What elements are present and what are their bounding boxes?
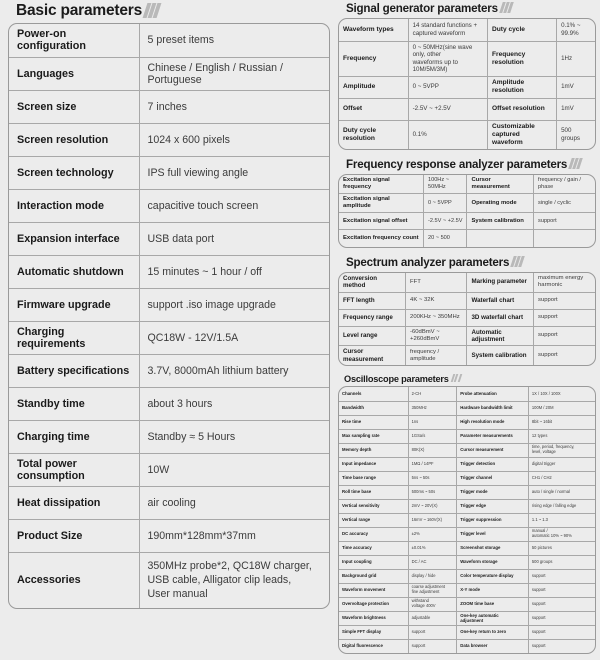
row-key-right: Frequency resolution <box>487 41 556 76</box>
row-key: Firmware upgrade <box>9 288 139 321</box>
table-row <box>9 24 329 57</box>
table-row <box>339 175 595 194</box>
section-title: Frequency response analyzer parameters <box>346 157 568 171</box>
row-value-right: support <box>538 352 558 359</box>
row-key-left: Background grid <box>339 569 408 583</box>
row-value-left: 0 ~ 50MHz(sine wave only, other waveforms up to 10M/5M/3M) <box>408 41 487 76</box>
row-value-left: ±2% <box>408 527 457 541</box>
row-key-left: Max sampling rate <box>339 429 408 443</box>
row-key: Screen technology <box>9 156 139 189</box>
table-row <box>9 123 329 156</box>
row-key-right: Customizable captured waveform <box>487 120 556 149</box>
row-value-left: 0 ~ 5VPP <box>408 76 487 98</box>
row-value-left: 0 ~ 5VPP <box>423 194 467 213</box>
section-title: Basic parameters <box>16 2 143 19</box>
row-value-left: 5ns ~ 50s <box>408 471 457 485</box>
row-value-right: support <box>534 213 595 230</box>
section-title: Oscilloscope parameters <box>344 374 449 385</box>
row-key: Product Size <box>9 519 139 552</box>
table-row <box>9 519 329 552</box>
table-row <box>339 555 595 569</box>
row-value-left: 1GSa/s <box>408 429 457 443</box>
row-key-right: Trigger detection <box>457 457 529 471</box>
row-value: 5 preset items <box>139 24 329 57</box>
row-key-left: Overvoltage protection <box>339 597 408 611</box>
row-value-left: FFT <box>406 273 467 292</box>
row-value-right: maximum energy harmonic <box>534 273 595 292</box>
row-key: Accessories <box>9 552 139 608</box>
table-row <box>9 453 329 486</box>
row-key-right <box>467 230 534 247</box>
row-value-right: time, period, frequency, level, voltage <box>528 443 595 457</box>
section-header <box>338 254 596 272</box>
row-value: support .iso image upgrade <box>139 288 329 321</box>
row-value-left: 2mV ~ 20V(X) <box>408 499 457 513</box>
row-key-left: Duty cycle resolution <box>339 120 408 149</box>
table-row <box>339 597 595 611</box>
basic-parameters-tbody <box>9 24 329 608</box>
row-key-right: 3D waterfall chart <box>467 309 534 326</box>
row-key-left: Excitation signal frequency <box>339 175 423 194</box>
table-row <box>9 90 329 123</box>
row-value-left: 500ms ~ 50s <box>408 485 457 499</box>
row-value-left: frequency / amplitude <box>406 346 467 365</box>
row-key-left: Offset <box>339 98 408 120</box>
row-value-right: support <box>534 309 595 326</box>
row-value: Standby ≈ 5 Hours <box>139 420 329 453</box>
table-row <box>339 541 595 555</box>
table-row <box>9 57 329 90</box>
row-key-left: Waveform types <box>339 19 408 41</box>
section-frequency-response-analyzer <box>338 156 596 248</box>
row-key-right: Waveform storage <box>457 555 529 569</box>
row-value: Chinese / English / Russian / Portuguese <box>139 57 329 90</box>
row-key-right: Data browser <box>457 639 529 653</box>
row-key: Expansion interface <box>9 222 139 255</box>
row-value-left: 1MΩ / 14PF <box>408 457 457 471</box>
row-value-right: 8bit ~ 16bit <box>528 415 595 429</box>
table-row <box>9 486 329 519</box>
row-key-right: Waterfall chart <box>467 292 534 309</box>
row-value: QC18W - 12V/1.5A <box>139 321 329 354</box>
row-key-left: Excitation frequency count <box>339 230 423 247</box>
row-value-right: 0.1% ~ 99.9% <box>557 19 595 41</box>
row-value-right: CH1 / CH2 <box>528 471 595 485</box>
section-header <box>338 156 596 174</box>
row-key-left: Excitation signal amplitude <box>339 194 423 213</box>
table-row <box>9 552 329 608</box>
table-row <box>339 499 595 513</box>
row-value-left: 14 standard functions + captured waveform <box>408 19 487 41</box>
row-key: Heat dissipation <box>9 486 139 519</box>
row-value-right: 500 groups <box>561 127 580 142</box>
row-key-left: Channels <box>339 387 408 401</box>
row-value-left: display / hide <box>408 569 457 583</box>
table-row <box>339 387 595 401</box>
row-key-right: ZOOM time base <box>457 597 529 611</box>
row-value: 350MHz probe*2, QC18W charger, USB cable, Alligator clip leads, User manual <box>147 559 312 601</box>
row-value-left: support <box>408 639 457 653</box>
slash-decoration-icon <box>512 256 523 267</box>
row-key-left: Vertical range <box>339 513 408 527</box>
row-value-left: 200KHz ~ 350MHz <box>406 309 467 326</box>
row-value-right: 1.1 ~ 1.3 <box>528 513 595 527</box>
table-row <box>9 420 329 453</box>
table-row <box>9 156 329 189</box>
table-row <box>339 326 595 346</box>
row-value-left: 16mV ~ 160V(X) <box>408 513 457 527</box>
row-value-left: -2.5V ~ +2.5V <box>423 213 467 230</box>
row-key-left: Excitation signal offset <box>339 213 423 230</box>
row-key-right: Cursor measurement <box>467 175 534 194</box>
row-value-left: DC / AC <box>408 555 457 569</box>
row-value-right: 1mV <box>557 76 595 98</box>
spectrum-analyzer-tbody <box>339 273 595 366</box>
row-key-right: Offset resolution <box>487 98 556 120</box>
table-row <box>339 569 595 583</box>
spectrum-analyzer-table-wrap <box>338 272 596 367</box>
row-key-right: System calibration <box>467 346 534 365</box>
row-value-right: digital trigger <box>528 457 595 471</box>
row-key-right: Operating mode <box>467 194 534 213</box>
row-key-left: Time accuracy <box>339 541 408 555</box>
row-value-left: -60dBmV ~ +260dBmV <box>406 326 467 346</box>
table-row <box>339 443 595 457</box>
row-value: IPS full viewing angle <box>139 156 329 189</box>
row-value-left: support <box>408 625 457 639</box>
row-key-right: Trigger mode <box>457 485 529 499</box>
slash-decoration-icon <box>452 374 461 382</box>
row-key-right: Screenshot storage <box>457 541 529 555</box>
row-key-right: Trigger suppression <box>457 513 529 527</box>
row-value-right: support <box>528 625 595 639</box>
table-row <box>339 457 595 471</box>
row-value-left: 1ns <box>408 415 457 429</box>
table-row <box>339 19 595 41</box>
row-value-right: support <box>528 597 595 611</box>
row-key-left: Waveform brightness <box>339 611 408 625</box>
table-row <box>339 639 595 653</box>
row-value: 7 inches <box>139 90 329 123</box>
signal-generator-table-wrap <box>338 18 596 150</box>
row-key-left: Level range <box>339 326 406 346</box>
table-row <box>339 513 595 527</box>
table-row <box>9 288 329 321</box>
row-value-right: rising edge / falling edge <box>528 499 595 513</box>
table-row <box>9 222 329 255</box>
row-key-right: Color temperature display <box>457 569 529 583</box>
table-row <box>339 415 595 429</box>
table-row <box>339 471 595 485</box>
row-key-right: Parameter measurements <box>457 429 529 443</box>
row-key: Total power consumption <box>9 453 139 486</box>
signal-generator-table <box>339 19 595 149</box>
table-row <box>339 625 595 639</box>
table-row <box>339 527 595 541</box>
row-key: Automatic shutdown <box>9 255 139 288</box>
row-key-left: Digital fluorescence <box>339 639 408 653</box>
row-key: Power-on configuration <box>9 24 139 57</box>
row-value-left: ±0.01% <box>408 541 457 555</box>
table-row <box>339 485 595 499</box>
row-value-right: support <box>528 569 595 583</box>
table-row <box>339 273 595 292</box>
row-value-right: single / cyclic <box>534 194 595 213</box>
table-row <box>339 583 595 597</box>
table-row <box>339 213 595 230</box>
spectrum-analyzer-table <box>339 273 595 366</box>
section-header <box>338 0 596 18</box>
row-value-left: 350MHz <box>408 401 457 415</box>
row-value-right: 1Hz <box>557 41 595 76</box>
row-value: 15 minutes ~ 1 hour / off <box>139 255 329 288</box>
row-key-left: FFT length <box>339 292 406 309</box>
row-key-left: Roll time base <box>339 485 408 499</box>
row-value-left: 100Hz ~ 50MHz <box>423 175 467 194</box>
row-value-left: -2.5V ~ +2.5V <box>408 98 487 120</box>
section-spectrum-analyzer <box>338 254 596 367</box>
oscilloscope-table-wrap <box>338 386 596 654</box>
row-value: USB data port <box>139 222 329 255</box>
row-value-left: 2-CH <box>408 387 457 401</box>
row-value-left: coarse adjustment fine adjustment <box>408 583 457 597</box>
row-key-left: Frequency <box>339 41 408 76</box>
section-header <box>338 372 596 386</box>
row-key: Screen resolution <box>9 123 139 156</box>
row-value-right: 12 types <box>528 429 595 443</box>
slash-decoration-icon <box>570 158 581 169</box>
row-key: Charging requirements <box>9 321 139 354</box>
section-title: Signal generator parameters <box>346 2 498 15</box>
row-value-right: support <box>531 643 546 649</box>
row-key-right: Hardware bandwidth limit <box>457 401 529 415</box>
row-value: 190mm*128mm*37mm <box>139 519 329 552</box>
row-value-right: support <box>528 583 595 597</box>
row-value-right: 500 groups <box>528 555 595 569</box>
row-key: Screen size <box>9 90 139 123</box>
row-value-left: 4K ~ 32K <box>406 292 467 309</box>
row-key: Standby time <box>9 387 139 420</box>
table-row <box>339 98 595 120</box>
row-value: air cooling <box>139 486 329 519</box>
row-key: Charging time <box>9 420 139 453</box>
row-key: Battery specifications <box>9 354 139 387</box>
row-key-left: Bandwidth <box>339 401 408 415</box>
row-key-right: Trigger edge <box>457 499 529 513</box>
left-column <box>8 0 330 615</box>
row-value-right: support <box>534 292 595 309</box>
row-value-right: 50 pictures <box>528 541 595 555</box>
row-key-left: DC accuracy <box>339 527 408 541</box>
row-value-right <box>534 230 595 247</box>
table-row <box>339 346 595 365</box>
row-key-left: Waveform movement <box>339 583 408 597</box>
section-title: Spectrum analyzer parameters <box>346 255 510 269</box>
table-row <box>339 76 595 98</box>
table-row <box>339 194 595 213</box>
row-key-right: System calibration <box>467 213 534 230</box>
row-value-right: 100M / 20M <box>528 401 595 415</box>
frequency-response-table-wrap <box>338 174 596 248</box>
basic-parameters-table-wrap <box>8 23 330 609</box>
table-row <box>339 611 595 625</box>
slash-decoration-icon <box>145 3 159 18</box>
section-basic-parameters <box>8 0 330 609</box>
row-key-right: Marking parameter <box>467 273 534 292</box>
row-key-right: Automatic adjustment <box>467 326 534 346</box>
row-key-left: Memory depth <box>339 443 408 457</box>
row-value-left: 0.1% <box>408 120 487 149</box>
row-value-left: adjustable <box>408 611 457 625</box>
row-value: 10W <box>139 453 329 486</box>
row-key-left: Rise time <box>339 415 408 429</box>
table-row <box>339 41 595 76</box>
row-key: Languages <box>9 57 139 90</box>
row-value-right: manual / automatic 10% ~ 90% <box>528 527 595 541</box>
row-value-left: withstand voltage 400V <box>408 597 457 611</box>
row-value: 3.7V, 8000mAh lithium battery <box>139 354 329 387</box>
row-key-right: Duty cycle <box>487 19 556 41</box>
row-value-right: support <box>534 326 595 346</box>
section-signal-generator <box>338 0 596 150</box>
table-row <box>339 401 595 415</box>
signal-generator-tbody <box>339 19 595 149</box>
row-key-right: One-key return to zero <box>457 625 529 639</box>
row-value-right: 1X / 10X / 100X <box>528 387 595 401</box>
frequency-response-tbody <box>339 175 595 247</box>
row-value-right: frequency / gain / phase <box>534 175 595 194</box>
row-key-right: Trigger channel <box>457 471 529 485</box>
row-key-right: Amplitude resolution <box>487 76 556 98</box>
row-value: about 3 hours <box>139 387 329 420</box>
row-key-left: Vertical sensitivity <box>339 499 408 513</box>
row-key-right: Trigger level <box>457 527 529 541</box>
right-column <box>338 0 596 660</box>
table-row <box>339 120 595 149</box>
table-row <box>339 230 595 247</box>
row-key-left: Frequency range <box>339 309 406 326</box>
row-value: 1024 x 600 pixels <box>139 123 329 156</box>
table-row <box>9 354 329 387</box>
row-value-right: support <box>528 611 595 625</box>
table-row <box>9 321 329 354</box>
section-header <box>8 0 330 23</box>
row-key-right: High resolution mode <box>457 415 529 429</box>
table-row <box>339 309 595 326</box>
row-key-left: Amplitude <box>339 76 408 98</box>
row-key-left: Time base range <box>339 471 408 485</box>
row-key-left: Conversion method <box>339 273 406 292</box>
table-row <box>9 387 329 420</box>
slash-decoration-icon <box>501 2 512 13</box>
row-key-right: X-Y mode <box>457 583 529 597</box>
oscilloscope-tbody <box>339 387 595 653</box>
row-key-right: Cursor measurement <box>457 443 529 457</box>
row-value-right: auto / single / normal <box>528 485 595 499</box>
row-key-left: Input coupling <box>339 555 408 569</box>
row-key-left: Input impedance <box>339 457 408 471</box>
row-key-left: Cursor measurement <box>339 346 406 365</box>
oscilloscope-table <box>339 387 595 653</box>
row-key-left: Simple FFT display <box>339 625 408 639</box>
section-oscilloscope <box>338 372 596 654</box>
table-row <box>339 292 595 309</box>
row-key-right: Probe attenuation <box>457 387 529 401</box>
table-row <box>9 255 329 288</box>
row-value: capacitive touch screen <box>139 189 329 222</box>
basic-parameters-table <box>9 24 329 608</box>
row-key-right: One-key automatic adjustment <box>457 611 529 625</box>
row-value-right: 1mV <box>557 98 595 120</box>
row-key: Interaction mode <box>9 189 139 222</box>
table-row <box>9 189 329 222</box>
row-value-left: 20 ~ 500 <box>423 230 467 247</box>
frequency-response-table <box>339 175 595 247</box>
table-row <box>339 429 595 443</box>
row-value-left: 80K(X) <box>408 443 457 457</box>
